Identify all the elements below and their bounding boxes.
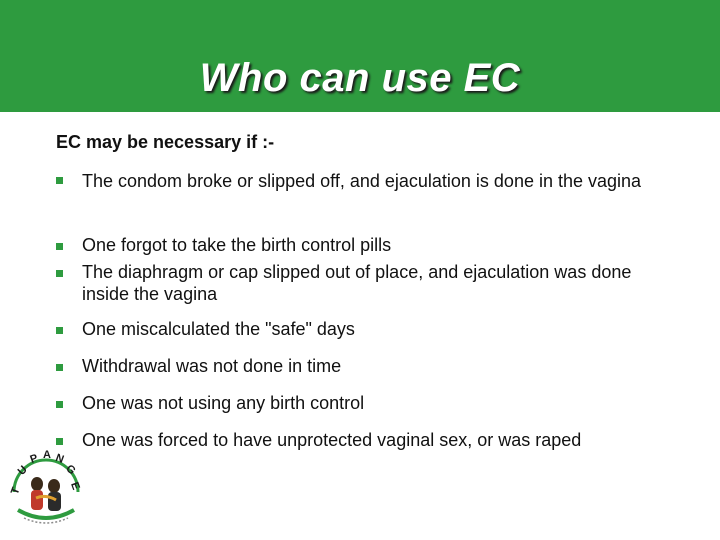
list-item-text: The condom broke or slipped off, and ejaculation is done in the vagina [82,171,642,191]
logo-letter: N [53,451,66,466]
list-item-text: One miscalculated the "safe" days [82,319,355,339]
list-item [56,429,676,452]
list-item-text: One was forced to have unprotected vaginal sex, or was raped [82,430,582,450]
list-item-text: The diaphragm or cap slipped out of place, and ejaculation was done inside the vagina [82,262,632,304]
logo-letter: T [8,485,23,497]
list-item [56,261,676,305]
intro-text: EC may be necessary if :- [56,132,275,152]
logo-letter: E [68,480,82,492]
slide-title: Who can use EC [199,56,521,100]
logo-letter: A [43,449,51,461]
square-bullet-icon [56,243,63,250]
logo-letter: P [28,452,40,466]
square-bullet-icon [56,177,63,184]
list-item [56,165,676,198]
square-bullet-icon [56,401,63,408]
list-item-text: One forgot to take the birth control pills [82,235,392,255]
square-bullet-icon [56,270,63,277]
list-item [56,234,676,257]
list-item-text: One was not using any birth control [82,393,365,413]
logo-letter: G [63,462,78,478]
logo-letter: U [15,463,30,478]
list-item-text: Withdrawal was not done in time [82,356,342,376]
list-item [56,318,676,341]
square-bullet-icon [56,327,63,334]
list-item [56,355,676,378]
square-bullet-icon [56,364,63,371]
title-bar [0,0,720,112]
list-item [56,392,676,415]
tupange-logo-icon [6,440,86,526]
